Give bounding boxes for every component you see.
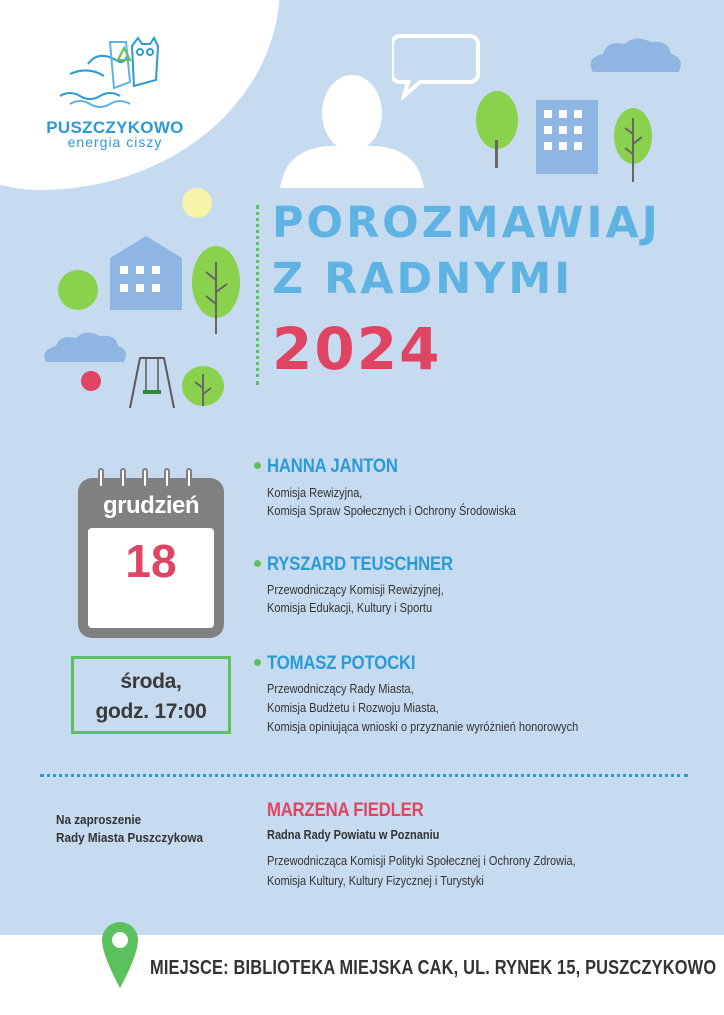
- logo-subtitle: energia ciszy: [67, 134, 163, 150]
- bullet-dot: [254, 560, 261, 567]
- event-weekday: środa,: [120, 670, 182, 693]
- map-pin-icon: [100, 920, 140, 992]
- calendar-day: 18: [125, 535, 177, 587]
- cloud-icon: [40, 330, 130, 364]
- building-icon: [532, 96, 604, 174]
- calendar-month: grudzień: [103, 492, 199, 519]
- tree-icon: [474, 90, 520, 170]
- councillor-name: TOMASZ POTOCKI: [267, 653, 416, 674]
- title-line-2: Z RADNYMI: [272, 254, 574, 304]
- swing-icon: [126, 354, 178, 410]
- councillor-role: Komisja Rewizyjna,: [267, 486, 363, 500]
- guest-name: MARZENA FIEDLER: [267, 800, 424, 821]
- councillor-name: HANNA JANTON: [267, 456, 398, 477]
- bullet-dot: [254, 659, 261, 666]
- event-location: MIEJSCE: BIBLIOTEKA MIEJSKA CAK, UL. RYNEK 15, PUSZCZYKOWO: [150, 957, 717, 979]
- tree-icon: [180, 364, 226, 408]
- calendar-page: [88, 528, 214, 628]
- calendar-ring: [98, 468, 104, 488]
- guest-position: Radna Rady Powiatu w Poznaniu: [267, 828, 440, 842]
- guest-role: Przewodnicząca Komisji Polityki Społecznej i Ochrony Zdrowia,: [267, 854, 576, 868]
- councillor-role: Komisja opiniująca wnioski o przyznanie wyróżnień honorowych: [267, 720, 579, 734]
- calendar-icon: [78, 478, 224, 638]
- house-icon: [106, 232, 186, 312]
- event-time-box: [71, 656, 231, 734]
- guest-role: Komisja Kultury, Kultury Fizycznej i Turystyki: [267, 874, 484, 888]
- councillor-role: Przewodniczący Komisji Rewizyjnej,: [267, 583, 444, 597]
- sun-icon: [180, 186, 214, 220]
- bullet-dot: [254, 462, 261, 469]
- councillor-name: RYSZARD TEUSCHNER: [267, 554, 453, 575]
- tree-icon: [56, 268, 100, 316]
- councillor-role: Komisja Budżetu i Rozwoju Miasta,: [267, 701, 439, 715]
- calendar-ring: [186, 468, 192, 488]
- title-year: 2024: [272, 315, 442, 383]
- ball-icon: [80, 370, 102, 392]
- horizontal-dotted-divider: [40, 774, 688, 777]
- councillor-role: Komisja Spraw Społecznych i Ochrony Środowiska: [267, 504, 516, 518]
- speech-bubble-icon: [392, 30, 482, 100]
- cloud-icon: [585, 38, 685, 74]
- tree-icon: [612, 104, 654, 184]
- calendar-ring: [164, 468, 170, 488]
- calendar-ring: [142, 468, 148, 488]
- event-time: godz. 17:00: [95, 700, 207, 723]
- logo-title: PUSZCZYKOWO: [46, 118, 184, 137]
- invite-line-2: Rady Miasta Puszczykowa: [56, 830, 203, 845]
- vertical-dotted-divider: [256, 205, 259, 385]
- councillor-role: Komisja Edukacji, Kultury i Sportu: [267, 601, 433, 615]
- owl-logo-icon: [40, 34, 190, 114]
- councillor-role: Przewodniczący Rady Miasta,: [267, 682, 414, 696]
- title-line-1: PORОZMAWIAJ: [272, 198, 661, 248]
- calendar-ring: [120, 468, 126, 488]
- invite-line-1: Na zaproszenie: [56, 812, 142, 827]
- tree-icon: [190, 244, 242, 336]
